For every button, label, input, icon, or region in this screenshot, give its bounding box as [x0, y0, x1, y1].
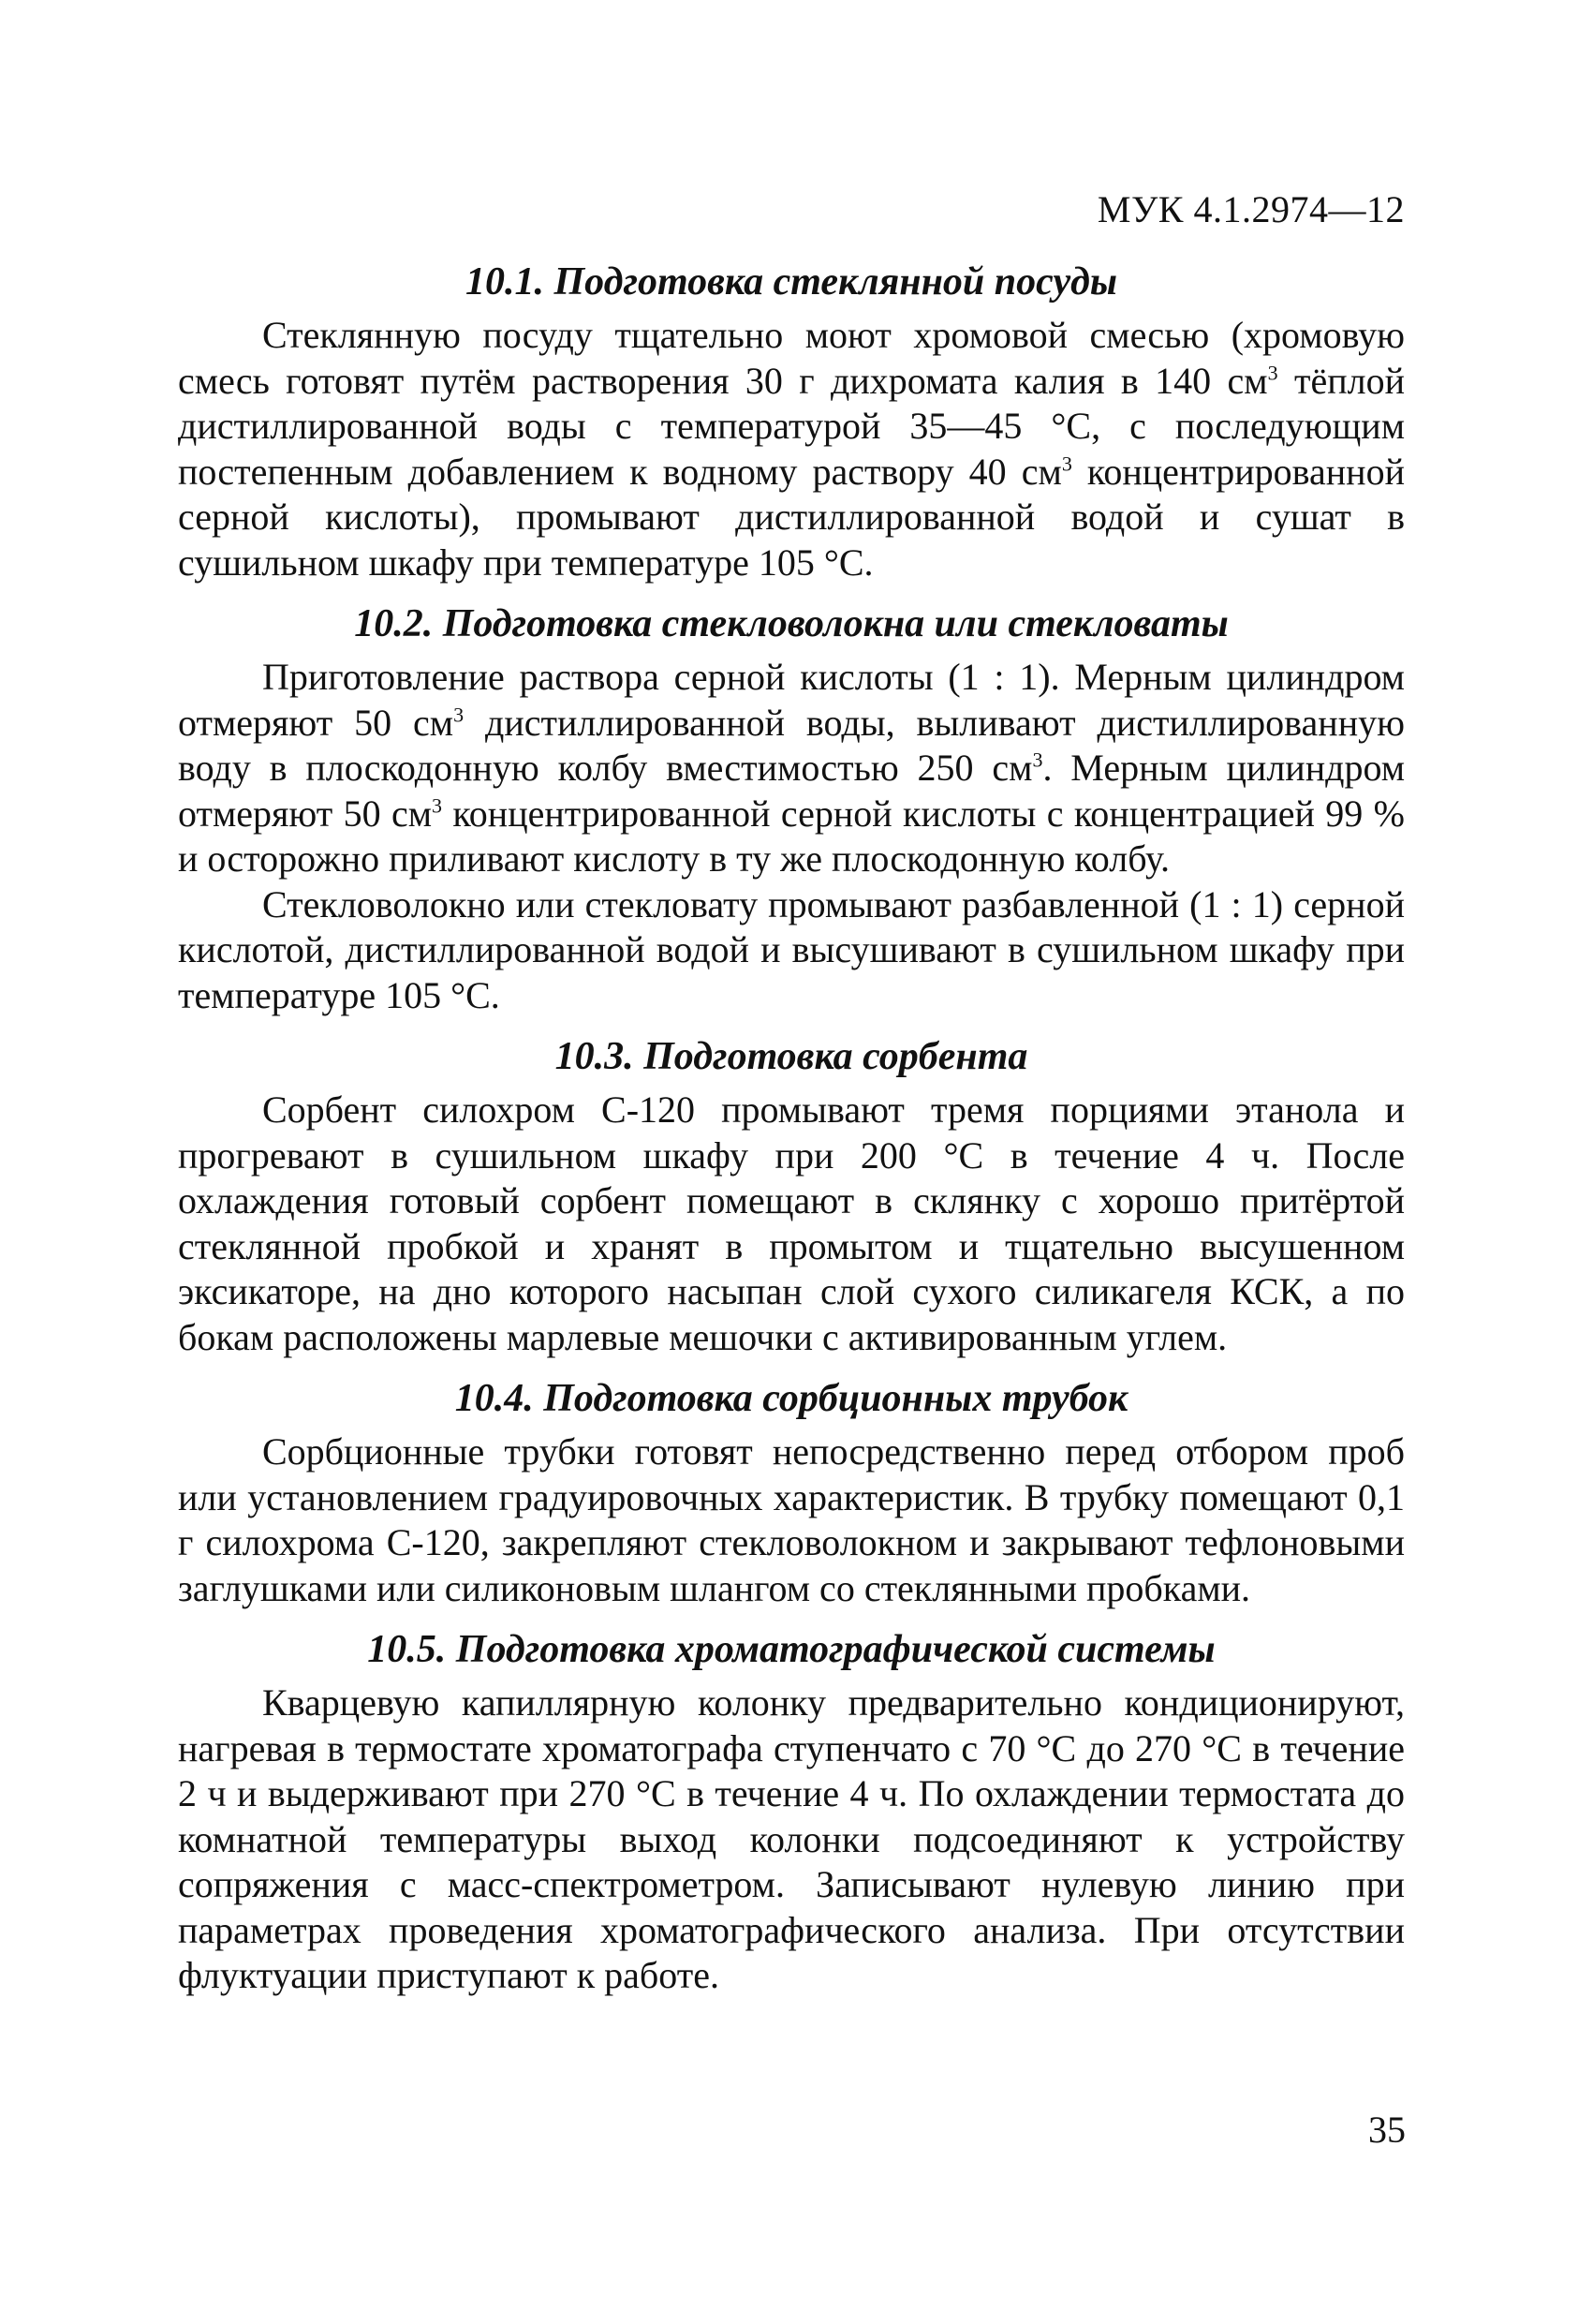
running-head: МУК 4.1.2974—12: [1097, 188, 1405, 230]
section-title: 10.2. Подготовка стекловолокна или стекловаты: [354, 602, 1229, 645]
section-1: [178, 259, 1405, 585]
paragraph: [178, 655, 1405, 882]
text-run: Сорбент силохром С-120 промывают тремя порциями этанола и прогревают в сушильном шкафу при 200 °С в течение 4 ч. После охлаждения готовый сорбент помещают в склянку с хорошо притёртой стеклянной пробкой и хранят в промытом и тщательно высушенном эксикаторе, на дно которого насыпан слой сухого силикагеля КСК, а по бокам расположены марлевые мешочки с активированным углем.: [178, 1088, 1405, 1358]
section-5: [178, 1626, 1405, 1999]
paragraph: [178, 882, 1405, 1019]
sections-container: [178, 259, 1405, 1999]
text-run: Стеклянную посуду тщательно моют хромовой смесью (хромовую смесь готовят путём растворения 30 г дихромата калия в 140 см: [178, 314, 1405, 402]
text-run: Кварцевую капиллярную колонку предварительно кондиционируют, нагревая в термостате хроматографа ступенчато с 70 °С до 270 °С в течение 2 ч и выдерживают при 270 °С в течение 4 ч. По охлаждении термостата до комнатной температуры выход колонки подсоединяют к устройству сопряжения с масс-спектрометром. Записывают нулевую линию при параметрах проведения хроматографического анализа. При отсутствии флуктуации приступают к работе.: [178, 1681, 1405, 1996]
superscript: 3: [432, 793, 443, 818]
paragraph: [178, 1088, 1405, 1360]
section-3: [178, 1033, 1405, 1360]
paragraph: [178, 1429, 1405, 1611]
paragraph: [178, 313, 1405, 585]
superscript: 3: [453, 703, 465, 727]
text-run: концентрированной серной кислоты), промывают дистиллированной водой и сушат в сушильном шкафу при температуре 105 °С.: [178, 450, 1405, 584]
document-page: [178, 187, 1405, 2014]
section-2: [178, 600, 1405, 1018]
text-run: концентрированной серной кислоты с концентрацией 99 % и осторожно приливают кислоту в ту же плоскодонную колбу.: [178, 792, 1405, 880]
section-title: 10.5. Подготовка хроматографической системы: [367, 1628, 1216, 1671]
text-run: дистиллированной воды, выливают дистиллированную воду в плоскодонную колбу вместимостью 250 см: [178, 701, 1405, 789]
superscript: 3: [1061, 451, 1072, 476]
text-run: Стекловолокно или стекловату промывают разбавленной (1 : 1) серной кислотой, дистиллированной водой и высушивают в сушильном шкафу при температуре 105 °С.: [178, 882, 1405, 1016]
section-title: 10.4. Подготовка сорбционных трубок: [454, 1377, 1128, 1420]
text-run: . Мерным цилиндром отмеряют 50 см: [178, 747, 1406, 835]
paragraph: [178, 1680, 1405, 1999]
text-run: Сорбционные трубки готовят непосредственно перед отбором проб или установлением градуировочных характеристик. В трубку помещают 0,1 г силохрома С-120, закрепляют стекловолокном и закрывают тефлоновыми заглушками или силиконовым шлангом со стеклянными пробками.: [178, 1430, 1405, 1609]
section-title: 10.1. Подготовка стеклянной посуды: [465, 260, 1117, 303]
text-run: тёплой дистиллированной воды с температурой 35—45 °С, с последующим постепенным добавлением к водному раствору 40 см: [178, 359, 1405, 493]
section-4: [178, 1375, 1405, 1611]
page-number: 35: [1368, 2109, 1406, 2151]
superscript: 3: [1032, 748, 1043, 772]
section-title: 10.3. Подготовка сорбента: [554, 1035, 1028, 1078]
text-run: Приготовление раствора серной кислоты (1 : 1). Мерным цилиндром отмеряют 50 см: [178, 656, 1405, 744]
superscript: 3: [1267, 361, 1278, 385]
